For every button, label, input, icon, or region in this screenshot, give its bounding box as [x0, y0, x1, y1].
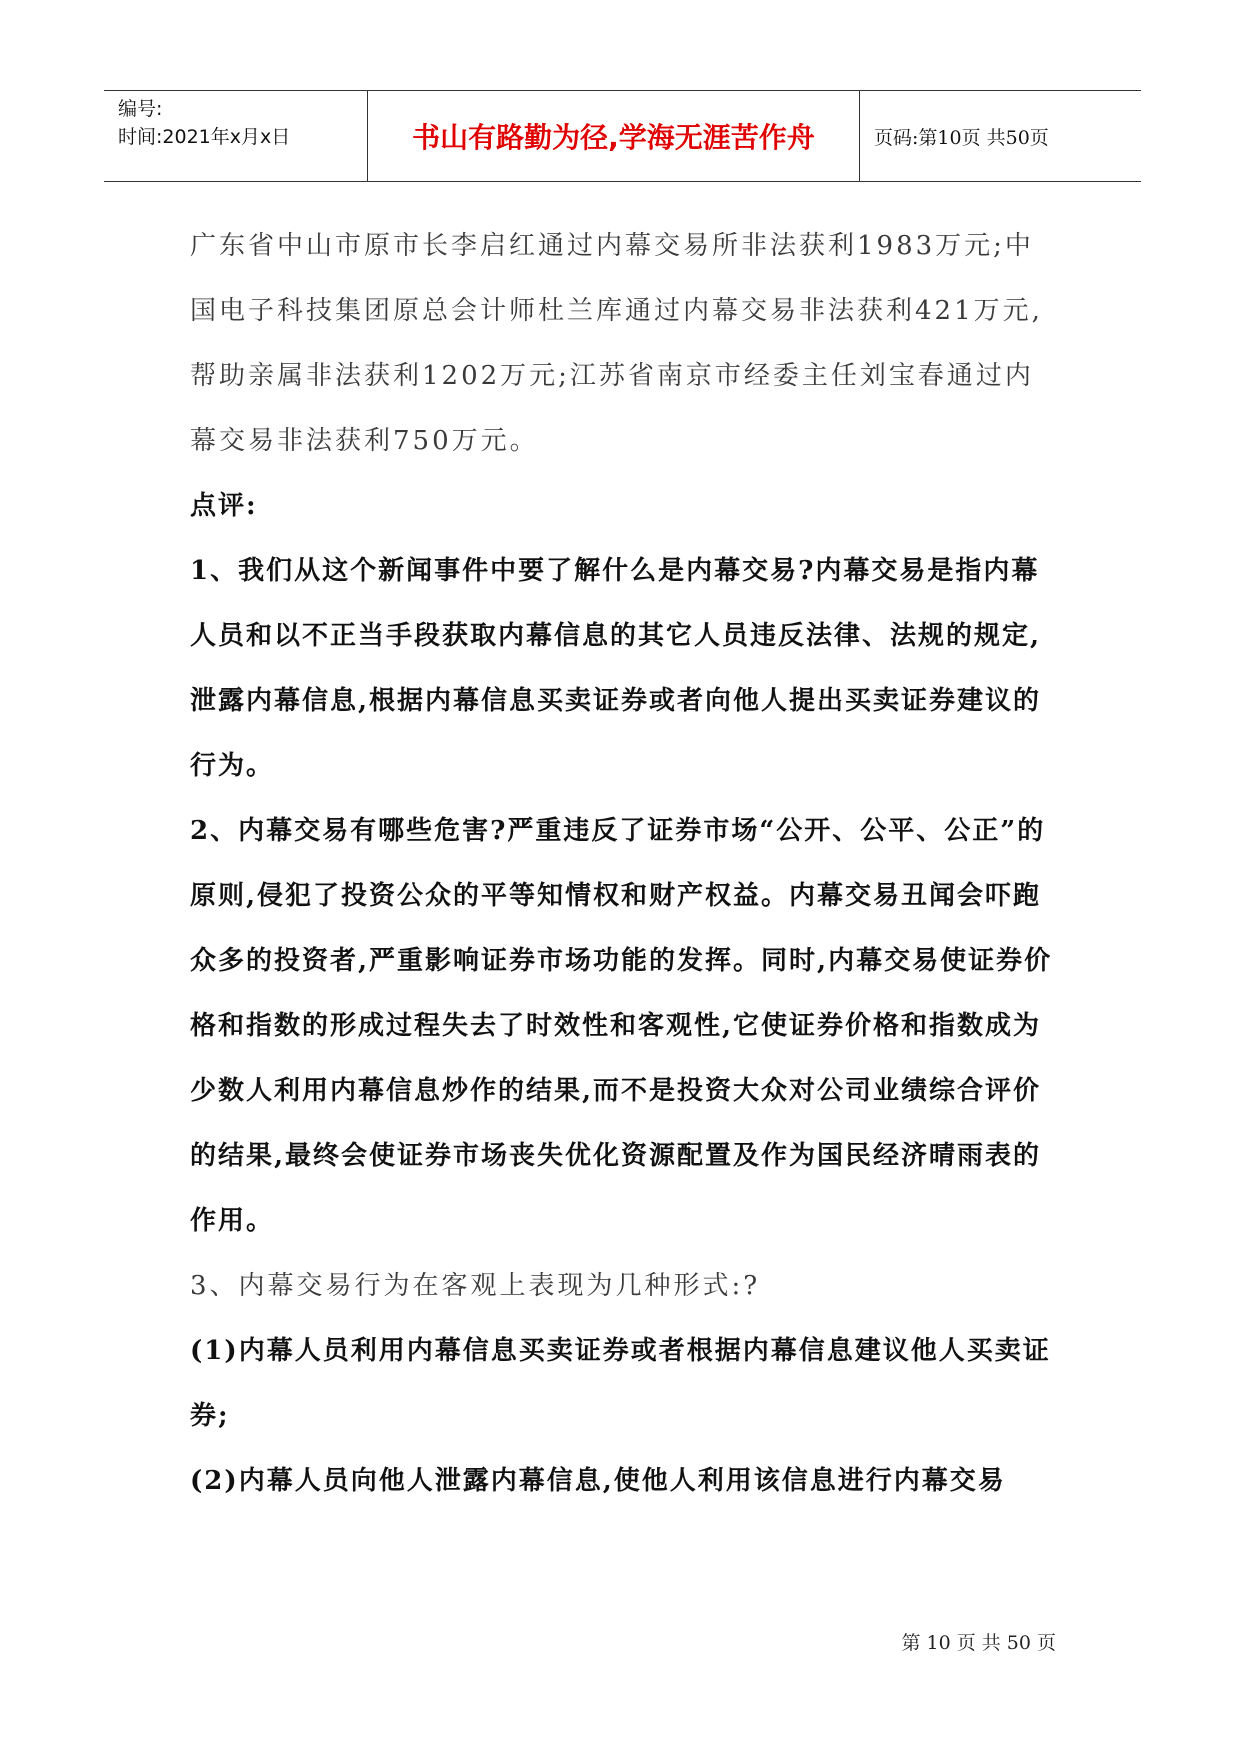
page-footer: 第 10 页 共 50 页 [901, 1632, 1056, 1654]
page-header [104, 90, 1141, 182]
form-1-paragraph: (1)内幕人员利用内幕信息买卖证券或者根据内幕信息建议他人买卖证券; [190, 1336, 1051, 1431]
point-2-paragraph: 2、内幕交易有哪些危害?严重违反了证券市场“公开、公平、公正”的原则,侵犯了投资公众的平等知情权和财产权益。内幕交易丑闻会吓跑众多的投资者,严重影响证券市场功能的发挥。同时,内幕交易使证券价格和指数的形成过程失去了时效性和客观性,它使证券价格和指数成为少数人利用内幕信息炒作的结果,而不是投资大众对公司业绩综合评价的结果,最终会使证券市场丧失优化资源配置及作为国民经济晴雨表的作用。 [190, 816, 1053, 1236]
point-3-paragraph: 3、内幕交易行为在客观上表现为几种形式:? [190, 1271, 761, 1301]
serial-number-label: 编号: [118, 98, 163, 120]
form-2-paragraph: (2)内幕人员向他人泄露内幕信息,使他人利用该信息进行内幕交易 [190, 1466, 1006, 1496]
news-paragraph: 广东省中山市原市长李启红通过内幕交易所非法获利1983万元;中国电子科技集团原总会计师杜兰库通过内幕交易非法获利421万元,帮助亲属非法获利1202万元;江苏省南京市经委主任刘宝春通过内幕交易非法获利750万元。 [190, 231, 1043, 456]
comment-heading: 点评: [190, 491, 258, 521]
date-label: 时间:2021年x月x日 [118, 126, 291, 148]
point-1-paragraph: 1、我们从这个新闻事件中要了解什么是内幕交易?内幕交易是指内幕人员和以不正当手段获取内幕信息的其它人员违反法律、法规的规定,泄露内幕信息,根据内幕信息买卖证券或者向他人提出买卖证券建议的行为。 [190, 556, 1042, 781]
document-body [190, 214, 1060, 1514]
header-meta [104, 91, 368, 181]
header-page-info: 页码:第10页 共50页 [874, 126, 1049, 149]
header-motto: 书山有路勤为径,学海无涯苦作舟 [368, 91, 860, 181]
